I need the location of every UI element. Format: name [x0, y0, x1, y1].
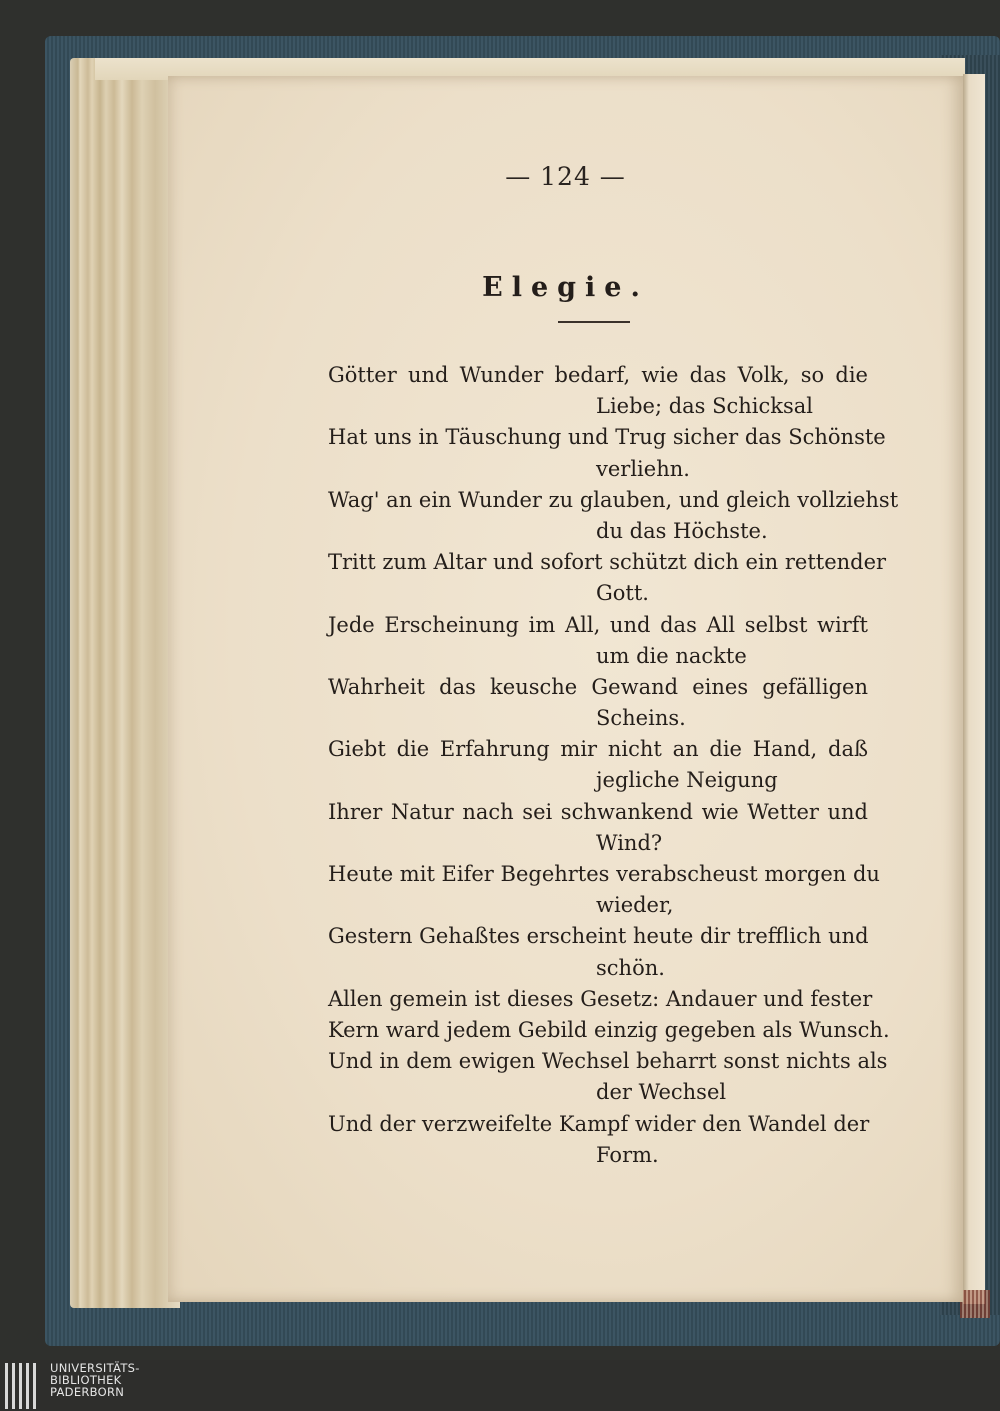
- poem-line: Heute mit Eifer Begehrtes verabscheust morgen du: [328, 862, 880, 886]
- page-edge-marking: [960, 1290, 990, 1318]
- title-divider: [558, 321, 630, 323]
- poem-line: Wahrheit das keusche Gewand eines gefälligen: [328, 674, 868, 699]
- poem-line-continuation: Scheins.: [596, 706, 686, 731]
- logo-line-3: PADERBORN: [50, 1385, 125, 1399]
- poem-line: Und der verzweifelte Kampf wider den Wandel der: [328, 1111, 870, 1136]
- poem-line: Und in dem ewigen Wechsel beharrt sonst nichts als: [328, 1049, 888, 1074]
- poem-line: Hat uns in Täuschung und Trug sicher das Schönste: [328, 425, 886, 450]
- poem-line: Giebt die Erfahrung mir nicht an die Hand, daß: [328, 737, 868, 762]
- poem-line-continuation: Wind?: [596, 830, 663, 855]
- poem-line-continuation: jegliche Neigung: [596, 768, 778, 793]
- facing-page-edge: [963, 74, 985, 1304]
- poem-title: Elegie.: [482, 272, 649, 303]
- poem-line: Gestern Gehaßtes erscheint heute dir trefflich und: [328, 924, 869, 949]
- page-stack: [70, 58, 180, 1308]
- poem-line-continuation: verliehn.: [596, 456, 690, 481]
- poem-line-continuation: Form.: [596, 1142, 659, 1167]
- poem-line-continuation: Liebe; das Schicksal: [596, 394, 814, 419]
- poem-line-continuation: Gott.: [596, 581, 649, 606]
- poem-line-continuation: um die nackte: [596, 643, 747, 668]
- poem-line-continuation: schön.: [596, 955, 665, 980]
- poem-line: Jede Erscheinung im All, und das All selbst wirft: [328, 612, 868, 637]
- poem-line: Götter und Wunder bedarf, wie das Volk, so die: [328, 363, 868, 387]
- page-number: — 124 —: [505, 162, 626, 191]
- poem-line-continuation: wieder,: [596, 893, 674, 918]
- poem-line: Allen gemein ist dieses Gesetz: Andauer und fester: [328, 986, 873, 1011]
- poem-line: Kern ward jedem Gebild einzig gegeben als Wunsch.: [328, 1017, 890, 1042]
- poem-line: Wag' an ein Wunder zu glauben, und gleich vollziehst: [328, 487, 899, 512]
- logo-line-2: BIBLIOTHEK: [50, 1373, 122, 1387]
- poem-line: Ihrer Natur nach sei schwankend wie Wetter und: [328, 799, 868, 824]
- poem-line-continuation: der Wechsel: [596, 1080, 727, 1105]
- poem-line: Tritt zum Altar und sofort schützt dich ein rettender: [328, 550, 887, 575]
- logo-line-1: UNIVERSITÄTS-: [50, 1361, 140, 1375]
- poem-line-continuation: du das Höchste.: [596, 518, 768, 543]
- library-logo-text: [50, 1362, 140, 1398]
- library-bars-icon: [5, 1363, 43, 1409]
- poem-body: [328, 360, 899, 1171]
- footer-bar: [0, 1360, 1000, 1411]
